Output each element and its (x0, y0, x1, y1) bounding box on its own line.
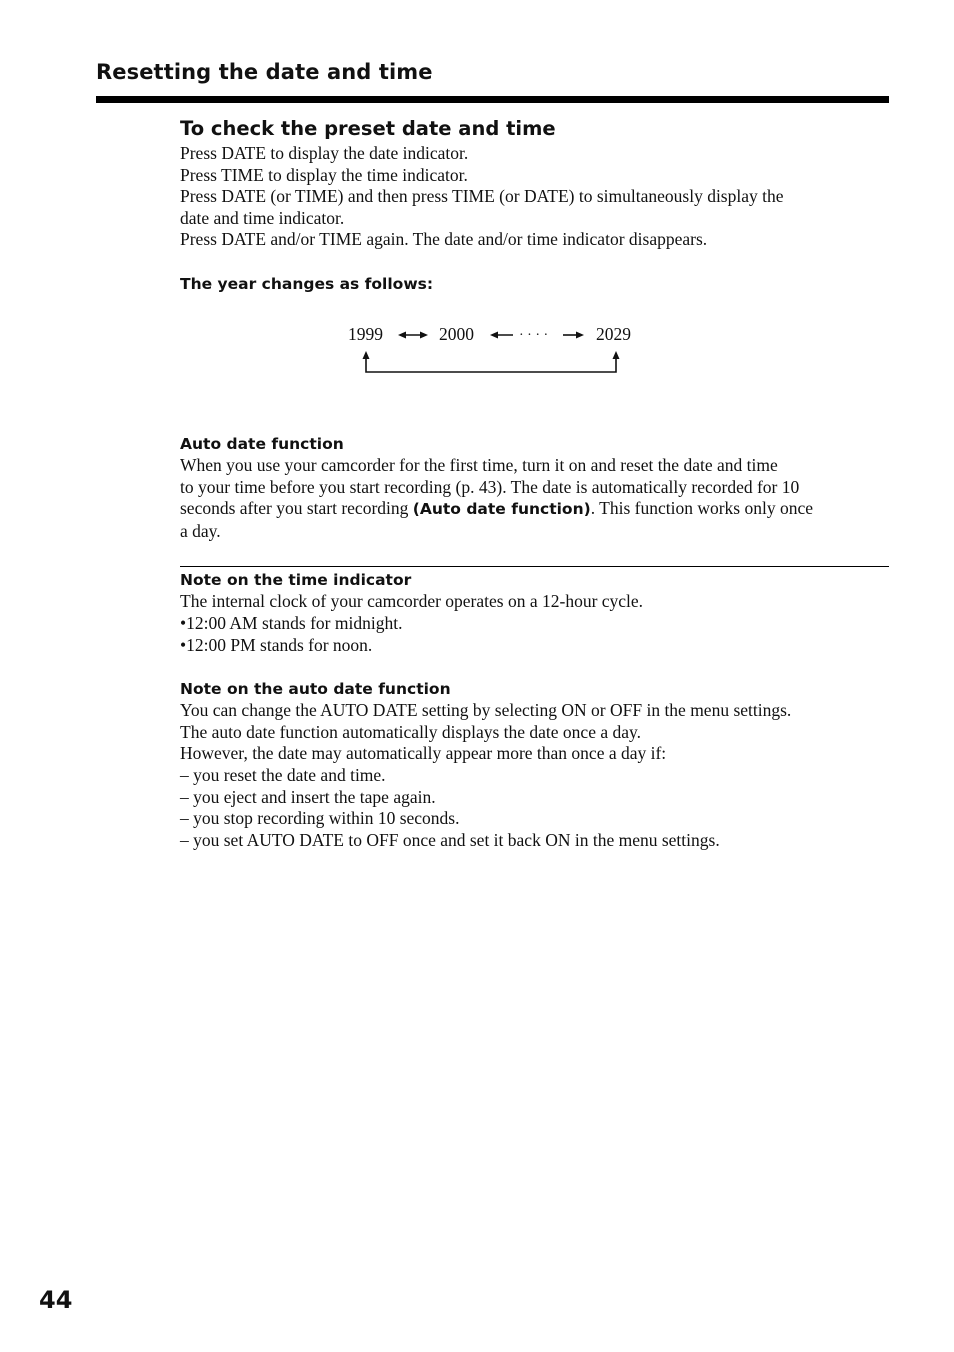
section-title: Resetting the date and time (96, 60, 433, 84)
check-preset-line: Press DATE (or TIME) and then press TIME (or DATE) to simultaneously display the (180, 186, 784, 207)
left-arrow-icon (490, 331, 513, 338)
loop-back-arrow-icon (363, 351, 620, 372)
auto-date-line3-after: . This function works only once (590, 498, 813, 519)
double-arrow-icon (398, 331, 428, 338)
year-2000: 2000 (439, 323, 474, 344)
note-auto-date-line: – you stop recording within 10 seconds. (180, 808, 460, 829)
note-time-body (180, 591, 890, 656)
ellipsis-dots: · · · · (519, 327, 549, 343)
auto-date-line: to your time before you start recording (p. 43). The date is automatically recorded for 10 (180, 476, 800, 497)
note-auto-date-line: – you eject and insert the tape again. (180, 786, 436, 807)
auto-date-line3-before: seconds after you start recording (180, 498, 413, 519)
note-auto-date-line: – you reset the date and time. (180, 764, 386, 785)
right-arrow-icon (563, 331, 584, 338)
check-preset-line: Press TIME to display the time indicator. (180, 164, 468, 185)
auto-date-line (180, 498, 890, 521)
check-preset-title: To check the preset date and time (180, 117, 556, 140)
check-preset-line: date and time indicator. (180, 207, 345, 228)
main-content (180, 115, 890, 851)
note-time-heading: Note on the time indicator (180, 571, 412, 590)
title-rule (96, 96, 889, 103)
check-preset-line: Press DATE to display the date indicator. (180, 143, 469, 163)
note-time-line: •12:00 PM stands for noon. (180, 634, 373, 655)
note-auto-date-line: The auto date function automatically displays the date once a day. (180, 721, 641, 742)
note-time-line: •12:00 AM stands for midnight. (180, 612, 403, 633)
check-preset-body (180, 143, 890, 251)
auto-date-line: When you use your camcorder for the first time, turn it on and reset the date and time (180, 454, 778, 475)
note-auto-date-body (180, 700, 890, 851)
check-preset-line: Press DATE and/or TIME again. The date and/or time indicator disappears. (180, 229, 708, 250)
auto-date-line: a day. (180, 520, 221, 541)
year-cycle-diagram (180, 315, 890, 405)
auto-date-body (180, 455, 890, 542)
year-change-heading: The year changes as follows: (180, 274, 434, 293)
year-cycle-svg (180, 315, 890, 405)
note-auto-date-heading: Note on the auto date function (180, 680, 451, 699)
note-auto-date-line: However, the date may automatically appear more than once a day if: (180, 743, 667, 764)
note-auto-date-line: You can change the AUTO DATE setting by selecting ON or OFF in the menu settings. (180, 700, 792, 721)
note-time-line: The internal clock of your camcorder operates on a 12-hour cycle. (180, 591, 644, 612)
auto-date-heading: Auto date function (180, 434, 344, 453)
auto-date-function-term: (Auto date function) (412, 500, 591, 519)
page-number: 44 (39, 1286, 73, 1314)
year-2029: 2029 (596, 323, 631, 344)
year-1999: 1999 (348, 323, 383, 344)
note-auto-date-line: – you set AUTO DATE to OFF once and set it back ON in the menu settings. (180, 829, 720, 850)
